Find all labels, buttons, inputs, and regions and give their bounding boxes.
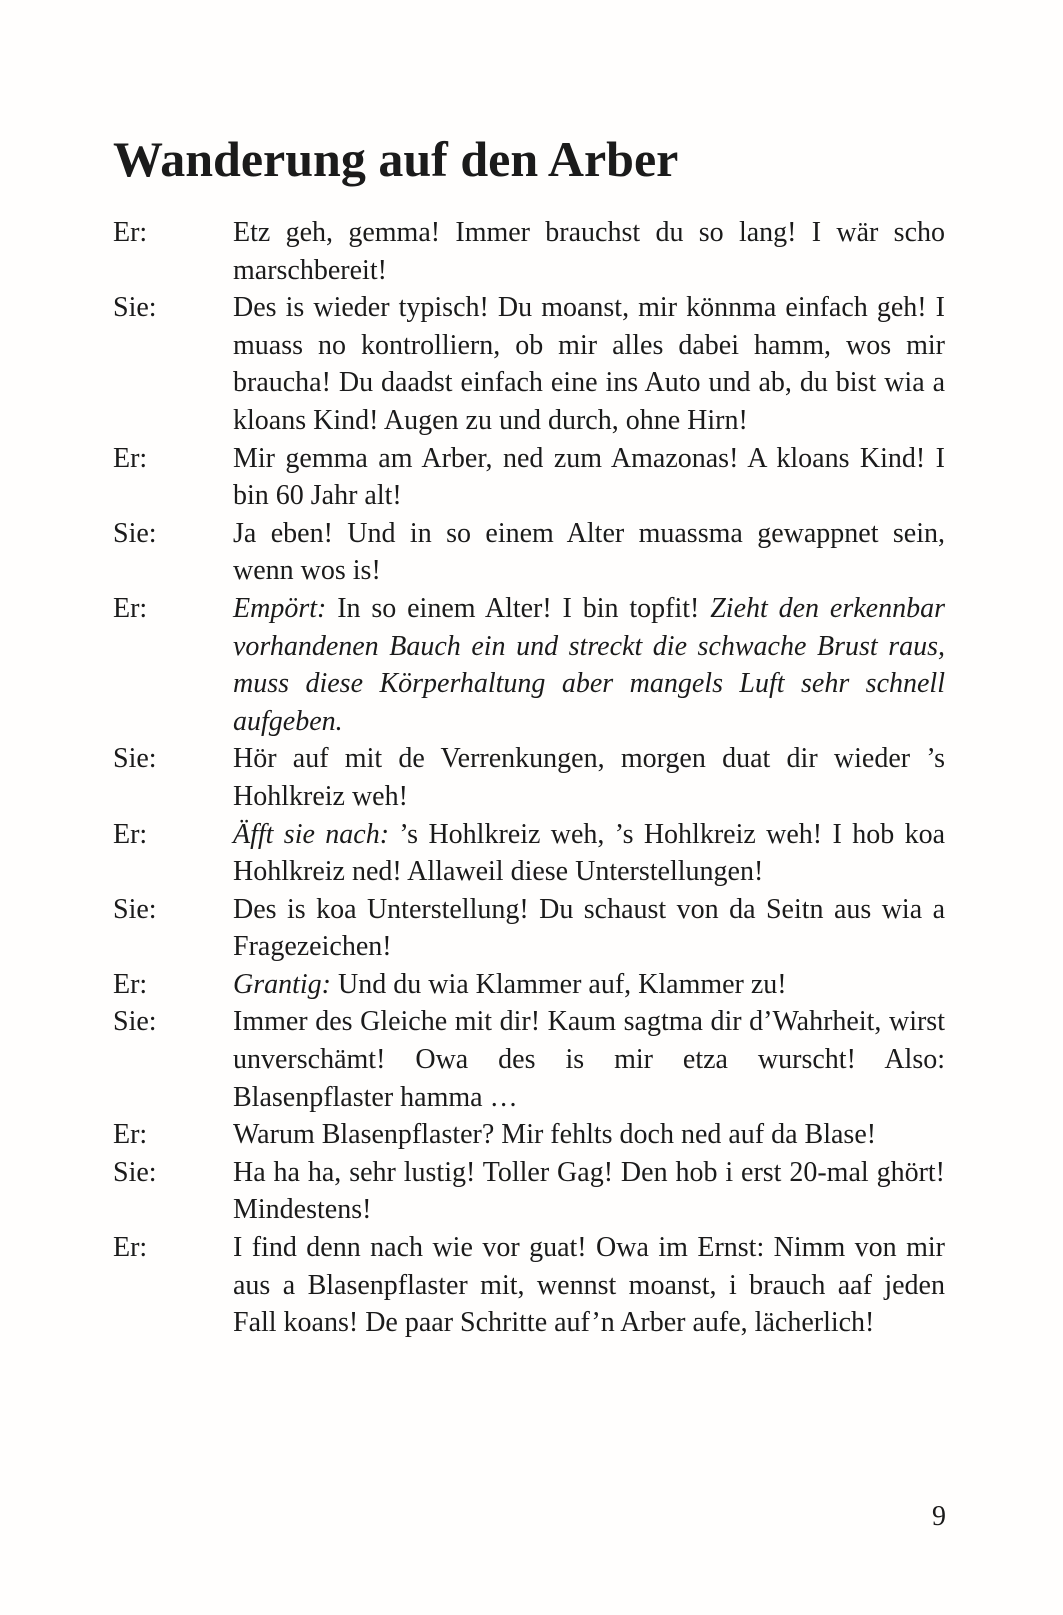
- speech-segment: Ja eben! Und in so einem Alter muassma gewappnet sein, wenn wos is!: [233, 517, 945, 587]
- dialogue-turn: [113, 590, 945, 740]
- speech-text: [233, 891, 945, 966]
- stage-direction: Empört:: [233, 592, 338, 624]
- speech-text: [233, 1003, 945, 1116]
- dialogue-turn: [113, 966, 945, 1004]
- speaker-label: Er:: [113, 217, 148, 248]
- speaker-label: Er:: [113, 818, 148, 850]
- speech-segment: ’s Hohlkreiz weh, ’s Hohlkreiz weh! I hob koa Hohlkreiz ned! Allaweil diese Unterstellungen!: [233, 818, 945, 888]
- speech-segment: Des is koa Unterstellung! Du schaust von da Seitn aus wia a Fragezeichen!: [233, 893, 945, 963]
- speech-text: [233, 289, 945, 439]
- stage-direction: Äfft sie nach:: [233, 818, 400, 850]
- speech-segment: Und du wia Klammer auf, Klammer zu!: [338, 968, 787, 1000]
- page-number: 9: [932, 1501, 946, 1532]
- dialogue: [113, 214, 945, 1342]
- speech-segment: Des is wieder typisch! Du moanst, mir könnma einfach geh! I muass no kontrolliern, ob mir alles dabei hamm, wos mir braucha! Du daadst einfach eine ins Auto und ab, du bist wia a kloans Kind! Augen zu und durch, ohne Hirn!: [233, 292, 945, 436]
- page-title: Wanderung auf den Arber: [113, 130, 679, 187]
- speaker-label: Er:: [113, 442, 148, 474]
- speaker-label: Sie:: [113, 517, 157, 549]
- stage-direction: Zieht den erkennbar vorhandenen Bauch ein und streckt die schwache Brust raus, muss diese Körperhaltung aber mangels Luft sehr schnell aufgeben.: [233, 592, 945, 737]
- speaker-label: Sie:: [113, 1156, 157, 1188]
- speech-segment: Immer des Gleiche mit dir! Kaum sagtma dir d’Wahrheit, wirst unverschämt! Owa des is mir etza wurscht! Also: Blasenpflaster hamma …: [233, 1006, 945, 1113]
- speech-segment: Mir gemma am Arber, ned zum Amazonas! A kloans Kind! I bin 60 Jahr alt!: [233, 442, 945, 512]
- speech-text: [233, 740, 945, 815]
- speech-text: [233, 515, 945, 590]
- dialogue-turn: [113, 440, 945, 515]
- speaker-label: Sie:: [113, 292, 157, 324]
- speech-text: [233, 1154, 945, 1229]
- speaker-label: Er:: [113, 1232, 148, 1264]
- speaker-label: Er:: [113, 592, 148, 624]
- dialogue-turn: [113, 214, 945, 289]
- speech-text: [233, 440, 945, 515]
- dialogue-turn: [113, 1003, 945, 1116]
- speech-text: [233, 1116, 945, 1154]
- dialogue-turn: [113, 816, 945, 891]
- dialogue-turn: [113, 740, 945, 815]
- speaker-label: Sie:: [113, 1006, 157, 1038]
- speech-segment: I find denn nach wie vor guat! Owa im Ernst: Nimm von mir aus a Blasenpflaster mit, wennst moanst, i brauch aaf jeden Fall koans! De paar Schritte auf’n Arber aufe, lächerlich!: [233, 1232, 945, 1339]
- speech-segment: Etz geh, gemma! Immer brauchst du so lang! I wär scho marschbereit!: [233, 217, 945, 286]
- dialogue-turn: [113, 891, 945, 966]
- speech-text: [233, 590, 945, 740]
- speech-text: [233, 214, 945, 289]
- speech-segment: Ha ha ha, sehr lustig! Toller Gag! Den hob i erst 20-mal ghört! Mindestens!: [233, 1156, 945, 1226]
- dialogue-turn: [113, 515, 945, 590]
- speech-text: [233, 1229, 945, 1342]
- dialogue-turn: [113, 1154, 945, 1229]
- dialogue-turn: [113, 289, 945, 439]
- speaker-label: Sie:: [113, 893, 157, 925]
- speaker-label: Sie:: [113, 743, 157, 775]
- speech-text: [233, 816, 945, 891]
- speaker-label: Er:: [113, 968, 148, 1000]
- speaker-label: Er:: [113, 1119, 148, 1151]
- speech-segment: Hör auf mit de Verrenkungen, morgen duat dir wieder ’s Hohlkreiz weh!: [233, 743, 945, 812]
- speech-segment: In so einem Alter! I bin topfit!: [337, 592, 711, 624]
- stage-direction: Grantig:: [233, 968, 338, 1000]
- dialogue-turn: [113, 1229, 945, 1342]
- speech-segment: Warum Blasenpflaster? Mir fehlts doch ned auf da Blase!: [233, 1119, 877, 1151]
- speech-text: [233, 966, 945, 1004]
- dialogue-turn: [113, 1116, 945, 1154]
